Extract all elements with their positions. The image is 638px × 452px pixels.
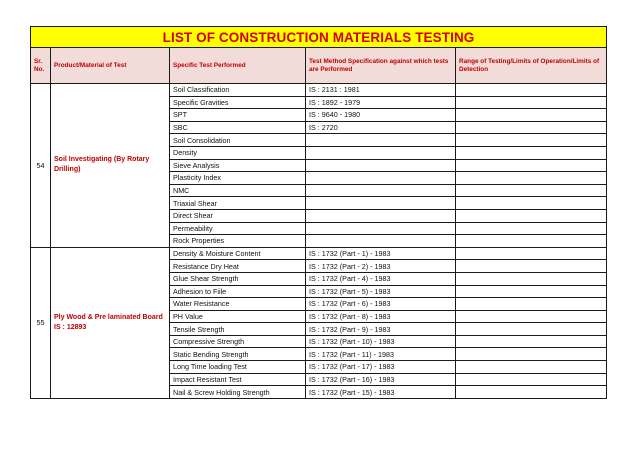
range-cell	[456, 84, 607, 97]
table-row	[31, 84, 607, 97]
test-method-cell: IS : 1732 (Part - 9) - 1983	[306, 323, 456, 336]
specific-test-cell: Nail & Screw Holding Strength	[170, 386, 306, 399]
test-method-cell	[306, 159, 456, 172]
page-title: LIST OF CONSTRUCTION MATERIALS TESTING	[31, 27, 607, 48]
specific-test-cell: Water Resistance	[170, 298, 306, 311]
test-method-cell: IS : 1732 (Part - 2) - 1983	[306, 260, 456, 273]
range-cell	[456, 96, 607, 109]
serial-number-cell: 54	[31, 84, 51, 248]
specific-test-cell: Rock Properties	[170, 235, 306, 248]
table-body	[31, 84, 607, 399]
document-sheet	[30, 26, 606, 399]
header-row	[31, 48, 607, 84]
range-cell	[456, 184, 607, 197]
test-method-cell	[306, 222, 456, 235]
test-method-cell: IS : 1892 - 1979	[306, 96, 456, 109]
specific-test-cell: Compressive Strength	[170, 335, 306, 348]
specific-test-cell: Tensile Strength	[170, 323, 306, 336]
test-method-cell: IS : 1732 (Part - 15) - 1983	[306, 386, 456, 399]
product-cell: Soil Investigating (By Rotary Drilling)	[51, 84, 170, 248]
specific-test-cell: Specific Gravities	[170, 96, 306, 109]
specific-test-cell: NMC	[170, 184, 306, 197]
range-cell	[456, 361, 607, 374]
specific-test-cell: Sieve Analysis	[170, 159, 306, 172]
range-cell	[456, 197, 607, 210]
header-test-method: Test Method Specification against which tests are Performed	[306, 48, 456, 84]
range-cell	[456, 146, 607, 159]
range-cell	[456, 272, 607, 285]
range-cell	[456, 348, 607, 361]
product-cell: Ply Wood & Pre laminated Board IS : 12893	[51, 247, 170, 398]
range-cell	[456, 121, 607, 134]
test-method-cell: IS : 1732 (Part - 4) - 1983	[306, 272, 456, 285]
specific-test-cell: Soil Consolidation	[170, 134, 306, 147]
test-method-cell	[306, 146, 456, 159]
specific-test-cell: Density	[170, 146, 306, 159]
range-cell	[456, 373, 607, 386]
range-cell	[456, 310, 607, 323]
specific-test-cell: SBC	[170, 121, 306, 134]
range-cell	[456, 285, 607, 298]
test-method-cell	[306, 184, 456, 197]
specific-test-cell: Static Bending Strength	[170, 348, 306, 361]
test-method-cell: IS : 1732 (Part - 6) - 1983	[306, 298, 456, 311]
test-method-cell: IS : 1732 (Part - 5) - 1983	[306, 285, 456, 298]
range-cell	[456, 323, 607, 336]
specific-test-cell: Permeability	[170, 222, 306, 235]
test-method-cell	[306, 235, 456, 248]
specific-test-cell: Triaxial Shear	[170, 197, 306, 210]
specific-test-cell: Density & Moisture Content	[170, 247, 306, 260]
range-cell	[456, 260, 607, 273]
range-cell	[456, 134, 607, 147]
test-method-cell: IS : 1732 (Part - 11) - 1983	[306, 348, 456, 361]
specific-test-cell: Plasticity Index	[170, 172, 306, 185]
specific-test-cell: Adhesion to Fiile	[170, 285, 306, 298]
test-method-cell	[306, 172, 456, 185]
specific-test-cell: PH Value	[170, 310, 306, 323]
test-method-cell: IS : 1732 (Part - 10) - 1983	[306, 335, 456, 348]
test-method-cell: IS : 9640 - 1980	[306, 109, 456, 122]
specific-test-cell: SPT	[170, 109, 306, 122]
specific-test-cell: Long Time loading Test	[170, 361, 306, 374]
test-method-cell	[306, 197, 456, 210]
test-method-cell	[306, 209, 456, 222]
range-cell	[456, 109, 607, 122]
specific-test-cell: Resistance Dry Heat	[170, 260, 306, 273]
specific-test-cell: Impact Resistant Test	[170, 373, 306, 386]
test-method-cell: IS : 1732 (Part - 17) - 1983	[306, 361, 456, 374]
range-cell	[456, 298, 607, 311]
test-method-cell: IS : 2131 : 1981	[306, 84, 456, 97]
table-row	[31, 247, 607, 260]
test-method-cell: IS : 1732 (Part - 8) - 1983	[306, 310, 456, 323]
specific-test-cell: Glue Shear Strength	[170, 272, 306, 285]
testing-table	[30, 26, 607, 399]
range-cell	[456, 209, 607, 222]
test-method-cell: IS : 1732 (Part - 16) - 1983	[306, 373, 456, 386]
range-cell	[456, 235, 607, 248]
test-method-cell	[306, 134, 456, 147]
test-method-cell: IS : 1732 (Part - 1) - 1983	[306, 247, 456, 260]
range-cell	[456, 386, 607, 399]
serial-number-cell: 55	[31, 247, 51, 398]
range-cell	[456, 247, 607, 260]
range-cell	[456, 159, 607, 172]
header-range: Range of Testing/Limits of Operation/Limits of Detection	[456, 48, 607, 84]
test-method-cell: IS : 2720	[306, 121, 456, 134]
specific-test-cell: Direct Shear	[170, 209, 306, 222]
header-sr: Sr. No.	[31, 48, 51, 84]
range-cell	[456, 222, 607, 235]
specific-test-cell: Soil Classification	[170, 84, 306, 97]
range-cell	[456, 335, 607, 348]
header-specific-test: Specific Test Performed	[170, 48, 306, 84]
range-cell	[456, 172, 607, 185]
header-product: Product/Material of Test	[51, 48, 170, 84]
